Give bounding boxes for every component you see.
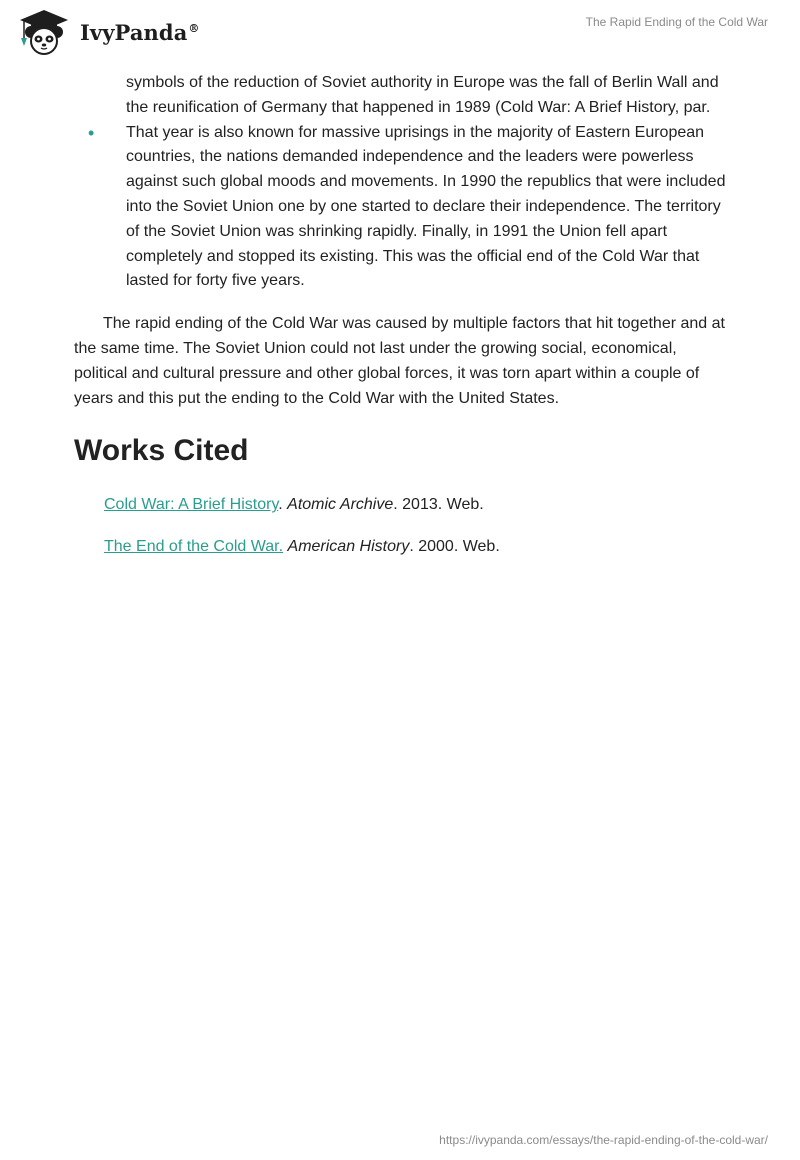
citation-entry (104, 493, 726, 517)
conclusion-paragraph: The rapid ending of the Cold War was caused by multiple factors that hit together and at the same time. The Soviet Union could not last under the growing social, economical, political and cultural pressure and other global forces, it was torn apart within a couple of years and this put the ending to the Cold War with the United States. (74, 315, 725, 407)
citation-details: . 2000. Web. (409, 538, 500, 556)
list-item (74, 121, 726, 295)
bullet-icon: • (88, 122, 95, 143)
list-item-text: symbols of the reduction of Soviet authority in Europe was the fall of Berlin Wall and the reunification of Germany that happened in 1989 (Cold War: A Brief History, par. (126, 74, 719, 116)
brand-name: IvyPanda® (80, 19, 200, 45)
citation-source: Atomic Archive (287, 496, 394, 514)
citation-link[interactable]: Cold War: A Brief History (104, 496, 279, 514)
source-url[interactable]: https://ivypanda.com/essays/the-rapid-ending-of-the-cold-war/ (439, 1133, 768, 1147)
panda-graduate-icon (14, 8, 74, 56)
list-item (74, 71, 726, 121)
bullet-list (74, 71, 726, 294)
works-cited-heading: Works Cited (74, 434, 249, 468)
page-header (0, 0, 800, 64)
citation-details: . 2013. Web. (393, 496, 484, 514)
essay-content (74, 71, 726, 559)
citation-separator: . (278, 496, 288, 514)
registered-mark: ® (188, 21, 200, 35)
list-item-text: That year is also known for massive uprisings in the majority of Eastern European countries, the nations demanded independence and the leaders were powerless against such global moods and movements. In 1990 the republics that were included into the Soviet Union one by one started to declare their independence. The territory of the Soviet Union was shrinking rapidly. Finally, in 1991 the Union fell apart completely and stopped its existing. This was the official end of the Cold War that lasted for forty five years. (126, 123, 726, 290)
document-title: The Rapid Ending of the Cold War (585, 15, 768, 29)
citation-entry (104, 535, 726, 559)
citation-source: American History (287, 538, 410, 556)
ivypanda-logo[interactable] (14, 8, 200, 56)
citation-link[interactable]: The End of the Cold War. (104, 538, 284, 556)
